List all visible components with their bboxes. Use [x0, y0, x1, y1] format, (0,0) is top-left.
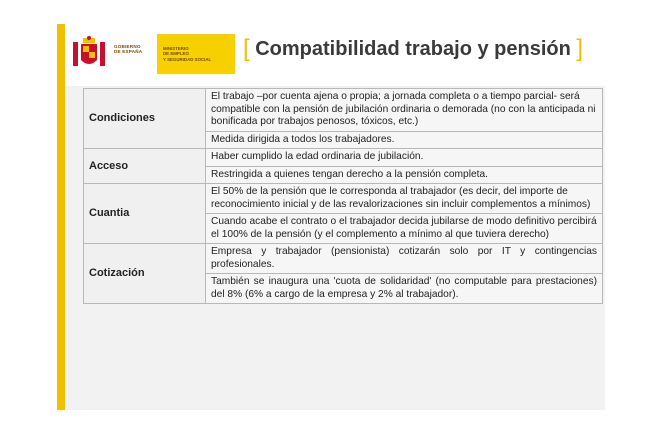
title-bracket-open: [	[243, 35, 250, 62]
table-cell: También se inaugura una 'cuota de solidaridad' (no computable para prestaciones) del 8% (6% a cargo de la empresa y 2% al trabajador).	[206, 274, 603, 304]
table-cell: Haber cumplido la edad ordinaria de jubilación.	[206, 149, 603, 167]
table-cell: Empresa y trabajador (pensionista) cotizarán solo por IT y contingencias profesionales.	[206, 244, 603, 274]
government-label: GOBIERNO DE ESPAÑA	[114, 44, 143, 55]
title-text: Compatibilidad trabajo y pensión	[255, 38, 571, 60]
title-bracket-close: ]	[576, 35, 584, 62]
ministry-block	[157, 34, 235, 74]
row-label-acceso: Acceso	[84, 149, 206, 184]
accent-bar	[57, 24, 65, 410]
row-label-cotizacion: Cotización	[84, 244, 206, 304]
table-row	[84, 184, 603, 214]
table-cell: Medida dirigida a todos los trabajadores.	[206, 131, 603, 149]
coat-of-arms-icon	[69, 36, 109, 72]
table-cell: Cuando acabe el contrato o el trabajador decida jubilarse de modo definitivo percibirá el 100% de la pensión (y el complemento a mínimo al que tuviera derecho)	[206, 214, 603, 244]
slide-header	[57, 24, 605, 86]
ministry-label: MINISTERIO DE EMPLEO Y SEGURIDAD SOCIAL	[163, 46, 212, 62]
row-label-cuantia: Cuantia	[84, 184, 206, 244]
table-cell: Restringida a quienes tengan derecho a la pensión completa.	[206, 166, 603, 184]
table-row	[84, 244, 603, 274]
table-row	[84, 149, 603, 167]
page-title	[243, 34, 583, 62]
table-cell: El trabajo –por cuenta ajena o propia; a jornada completa o a tiempo parcial- será compatible con la pensión de jubilación ordinaria o demorada (no con la anticipada ni bonificada por trabajos penosos, tóxicos, etc.)	[206, 89, 603, 132]
table-row	[84, 89, 603, 132]
compatibility-table	[83, 88, 603, 304]
table-cell: El 50% de la pensión que le corresponda al trabajador (es decir, del importe de reconocimiento inicial y de las revalorizaciones sin incluir complementos a mínimos)	[206, 184, 603, 214]
row-label-condiciones: Condiciones	[84, 89, 206, 149]
slide	[57, 24, 605, 410]
